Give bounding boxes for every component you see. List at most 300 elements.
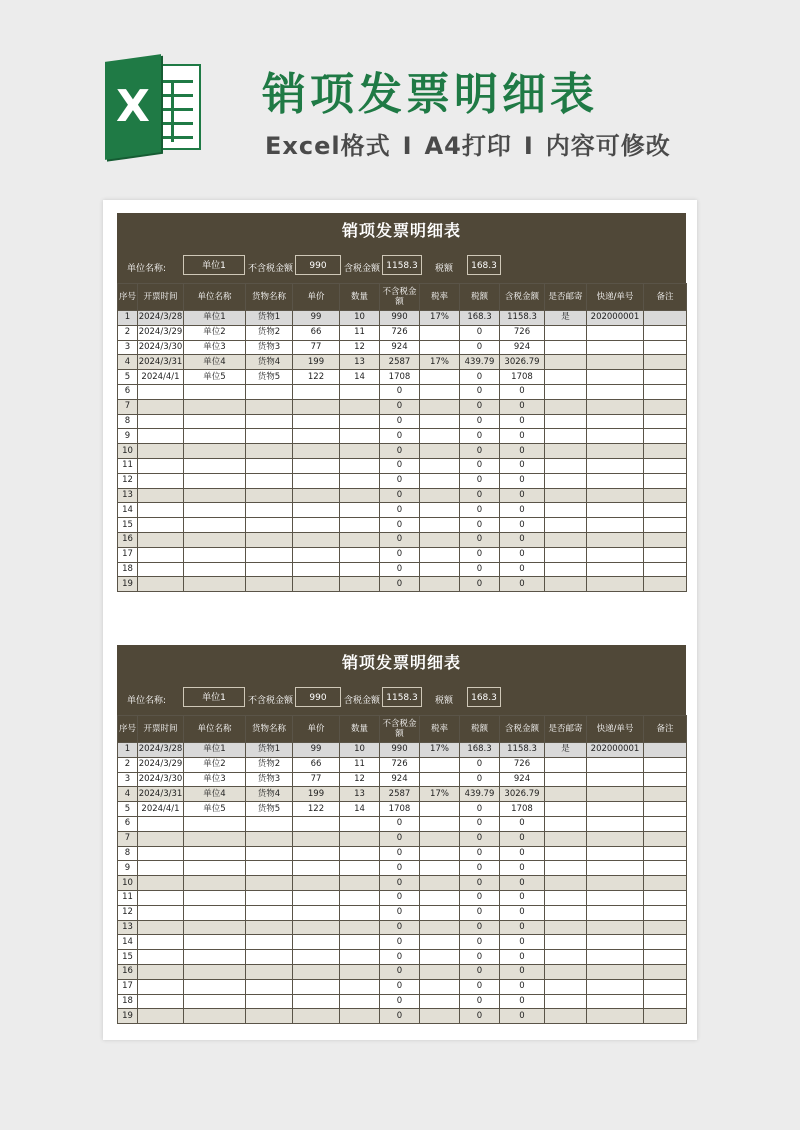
- cell-amount-excl-tax[interactable]: 0: [380, 444, 420, 459]
- cell-invoice-date[interactable]: [138, 950, 184, 965]
- cell-unit-name[interactable]: [184, 920, 246, 935]
- cell-amount-incl-tax[interactable]: 0: [500, 488, 545, 503]
- cell-amount-incl-tax[interactable]: 1158.3: [500, 311, 545, 326]
- cell-unit-price[interactable]: [293, 547, 340, 562]
- cell-tax-rate[interactable]: [420, 458, 460, 473]
- cell-goods-name[interactable]: [246, 577, 293, 592]
- cell-unit-name[interactable]: [184, 384, 246, 399]
- cell-amount-incl-tax[interactable]: 0: [500, 473, 545, 488]
- cell-tax-rate[interactable]: [420, 994, 460, 1009]
- cell-unit-name[interactable]: [184, 399, 246, 414]
- cell-mail-flag[interactable]: [545, 473, 587, 488]
- cell-invoice-date[interactable]: [138, 547, 184, 562]
- cell-amount-excl-tax[interactable]: 0: [380, 577, 420, 592]
- cell-seq[interactable]: 5: [118, 802, 138, 817]
- cell-remark[interactable]: [644, 355, 687, 370]
- cell-unit-name[interactable]: [184, 458, 246, 473]
- cell-amount-incl-tax[interactable]: 0: [500, 414, 545, 429]
- cell-tax-rate[interactable]: [420, 831, 460, 846]
- cell-amount-excl-tax[interactable]: 2587: [380, 787, 420, 802]
- cell-seq[interactable]: 16: [118, 964, 138, 979]
- cell-seq[interactable]: 18: [118, 562, 138, 577]
- cell-amount-excl-tax[interactable]: 0: [380, 964, 420, 979]
- cell-amount-incl-tax[interactable]: 0: [500, 950, 545, 965]
- cell-seq[interactable]: 2: [118, 325, 138, 340]
- cell-unit-price[interactable]: [293, 846, 340, 861]
- cell-remark[interactable]: [644, 577, 687, 592]
- unit-name-value[interactable]: 单位1: [183, 255, 245, 275]
- cell-remark[interactable]: [644, 532, 687, 547]
- cell-amount-excl-tax[interactable]: 2587: [380, 355, 420, 370]
- cell-quantity[interactable]: [340, 384, 380, 399]
- cell-unit-name[interactable]: 单位2: [184, 757, 246, 772]
- cell-invoice-date[interactable]: [138, 890, 184, 905]
- cell-tax-rate[interactable]: 17%: [420, 355, 460, 370]
- cell-goods-name[interactable]: [246, 816, 293, 831]
- cell-invoice-date[interactable]: 2024/3/31: [138, 787, 184, 802]
- cell-amount-incl-tax[interactable]: 0: [500, 846, 545, 861]
- cell-goods-name[interactable]: 货物5: [246, 370, 293, 385]
- cell-mail-flag[interactable]: [545, 831, 587, 846]
- cell-tax-amount[interactable]: 0: [460, 325, 500, 340]
- cell-remark[interactable]: [644, 518, 687, 533]
- cell-remark[interactable]: [644, 325, 687, 340]
- cell-unit-price[interactable]: 66: [293, 325, 340, 340]
- cell-amount-incl-tax[interactable]: 0: [500, 861, 545, 876]
- cell-amount-incl-tax[interactable]: 0: [500, 1009, 545, 1024]
- cell-amount-excl-tax[interactable]: 0: [380, 846, 420, 861]
- cell-amount-incl-tax[interactable]: 0: [500, 532, 545, 547]
- cell-amount-incl-tax[interactable]: 0: [500, 562, 545, 577]
- cell-quantity[interactable]: [340, 488, 380, 503]
- cell-unit-price[interactable]: 99: [293, 311, 340, 326]
- cell-tracking-number[interactable]: [587, 861, 644, 876]
- cell-mail-flag[interactable]: [545, 802, 587, 817]
- cell-remark[interactable]: [644, 890, 687, 905]
- cell-tax-amount[interactable]: 0: [460, 846, 500, 861]
- cell-amount-incl-tax[interactable]: 0: [500, 964, 545, 979]
- cell-tax-amount[interactable]: 0: [460, 831, 500, 846]
- cell-remark[interactable]: [644, 964, 687, 979]
- cell-amount-incl-tax[interactable]: 0: [500, 905, 545, 920]
- cell-unit-name[interactable]: 单位4: [184, 355, 246, 370]
- cell-remark[interactable]: [644, 384, 687, 399]
- cell-unit-price[interactable]: [293, 831, 340, 846]
- cell-goods-name[interactable]: [246, 994, 293, 1009]
- cell-mail-flag[interactable]: [545, 547, 587, 562]
- cell-invoice-date[interactable]: [138, 429, 184, 444]
- cell-seq[interactable]: 12: [118, 905, 138, 920]
- cell-amount-excl-tax[interactable]: 726: [380, 757, 420, 772]
- cell-mail-flag[interactable]: [545, 355, 587, 370]
- cell-goods-name[interactable]: [246, 399, 293, 414]
- cell-quantity[interactable]: [340, 979, 380, 994]
- cell-seq[interactable]: 13: [118, 488, 138, 503]
- cell-amount-excl-tax[interactable]: 0: [380, 1009, 420, 1024]
- cell-unit-price[interactable]: 122: [293, 802, 340, 817]
- cell-goods-name[interactable]: [246, 562, 293, 577]
- cell-seq[interactable]: 7: [118, 399, 138, 414]
- cell-unit-price[interactable]: [293, 964, 340, 979]
- cell-amount-incl-tax[interactable]: 924: [500, 340, 545, 355]
- cell-amount-excl-tax[interactable]: 0: [380, 532, 420, 547]
- cell-amount-incl-tax[interactable]: 0: [500, 384, 545, 399]
- unit-name-value[interactable]: 单位1: [183, 687, 245, 707]
- cell-tax-rate[interactable]: [420, 1009, 460, 1024]
- cell-goods-name[interactable]: [246, 890, 293, 905]
- cell-unit-name[interactable]: [184, 950, 246, 965]
- cell-tax-rate[interactable]: [420, 325, 460, 340]
- cell-unit-price[interactable]: [293, 518, 340, 533]
- cell-amount-excl-tax[interactable]: 924: [380, 340, 420, 355]
- cell-unit-name[interactable]: [184, 414, 246, 429]
- cell-tracking-number[interactable]: [587, 429, 644, 444]
- cell-tracking-number[interactable]: [587, 547, 644, 562]
- cell-amount-excl-tax[interactable]: 924: [380, 772, 420, 787]
- cell-unit-name[interactable]: 单位1: [184, 743, 246, 758]
- cell-unit-price[interactable]: [293, 577, 340, 592]
- cell-remark[interactable]: [644, 503, 687, 518]
- cell-tracking-number[interactable]: [587, 370, 644, 385]
- cell-tax-rate[interactable]: [420, 935, 460, 950]
- cell-goods-name[interactable]: 货物2: [246, 325, 293, 340]
- cell-quantity[interactable]: 13: [340, 355, 380, 370]
- cell-amount-excl-tax[interactable]: 0: [380, 547, 420, 562]
- cell-remark[interactable]: [644, 831, 687, 846]
- cell-amount-incl-tax[interactable]: 726: [500, 325, 545, 340]
- cell-seq[interactable]: 16: [118, 532, 138, 547]
- cell-unit-name[interactable]: 单位3: [184, 340, 246, 355]
- cell-tax-amount[interactable]: 0: [460, 950, 500, 965]
- cell-mail-flag[interactable]: [545, 920, 587, 935]
- cell-quantity[interactable]: [340, 414, 380, 429]
- cell-invoice-date[interactable]: [138, 861, 184, 876]
- cell-tax-amount[interactable]: 0: [460, 414, 500, 429]
- cell-quantity[interactable]: 10: [340, 743, 380, 758]
- cell-tax-rate[interactable]: [420, 772, 460, 787]
- cell-remark[interactable]: [644, 414, 687, 429]
- cell-tracking-number[interactable]: [587, 532, 644, 547]
- cell-amount-excl-tax[interactable]: 0: [380, 994, 420, 1009]
- cell-amount-excl-tax[interactable]: 0: [380, 458, 420, 473]
- cell-unit-price[interactable]: 122: [293, 370, 340, 385]
- cell-tax-rate[interactable]: 17%: [420, 311, 460, 326]
- cell-invoice-date[interactable]: [138, 964, 184, 979]
- cell-amount-excl-tax[interactable]: 990: [380, 311, 420, 326]
- cell-invoice-date[interactable]: [138, 876, 184, 891]
- cell-amount-incl-tax[interactable]: 0: [500, 399, 545, 414]
- cell-amount-incl-tax[interactable]: 0: [500, 890, 545, 905]
- cell-mail-flag[interactable]: [545, 518, 587, 533]
- cell-unit-price[interactable]: [293, 1009, 340, 1024]
- cell-amount-excl-tax[interactable]: 0: [380, 488, 420, 503]
- cell-tax-rate[interactable]: 17%: [420, 743, 460, 758]
- cell-seq[interactable]: 6: [118, 816, 138, 831]
- cell-invoice-date[interactable]: [138, 979, 184, 994]
- cell-tax-amount[interactable]: 0: [460, 562, 500, 577]
- cell-mail-flag[interactable]: [545, 562, 587, 577]
- cell-amount-excl-tax[interactable]: 0: [380, 890, 420, 905]
- cell-tax-amount[interactable]: 0: [460, 473, 500, 488]
- cell-mail-flag[interactable]: [545, 772, 587, 787]
- cell-goods-name[interactable]: 货物4: [246, 787, 293, 802]
- cell-amount-incl-tax[interactable]: 0: [500, 994, 545, 1009]
- cell-tracking-number[interactable]: [587, 772, 644, 787]
- cell-remark[interactable]: [644, 562, 687, 577]
- cell-unit-price[interactable]: [293, 399, 340, 414]
- cell-seq[interactable]: 19: [118, 1009, 138, 1024]
- cell-tax-amount[interactable]: 0: [460, 340, 500, 355]
- cell-amount-incl-tax[interactable]: 0: [500, 518, 545, 533]
- cell-quantity[interactable]: [340, 444, 380, 459]
- cell-tracking-number[interactable]: [587, 355, 644, 370]
- cell-tax-rate[interactable]: [420, 802, 460, 817]
- cell-goods-name[interactable]: 货物5: [246, 802, 293, 817]
- cell-quantity[interactable]: 10: [340, 311, 380, 326]
- cell-seq[interactable]: 14: [118, 935, 138, 950]
- cell-tracking-number[interactable]: 202000001: [587, 743, 644, 758]
- cell-seq[interactable]: 8: [118, 846, 138, 861]
- cell-mail-flag[interactable]: [545, 950, 587, 965]
- cell-amount-excl-tax[interactable]: 0: [380, 399, 420, 414]
- cell-goods-name[interactable]: 货物3: [246, 340, 293, 355]
- cell-amount-excl-tax[interactable]: 726: [380, 325, 420, 340]
- cell-remark[interactable]: [644, 876, 687, 891]
- cell-goods-name[interactable]: 货物4: [246, 355, 293, 370]
- cell-unit-price[interactable]: [293, 503, 340, 518]
- cell-seq[interactable]: 1: [118, 311, 138, 326]
- cell-seq[interactable]: 1: [118, 743, 138, 758]
- cell-seq[interactable]: 18: [118, 994, 138, 1009]
- cell-amount-incl-tax[interactable]: 0: [500, 429, 545, 444]
- cell-seq[interactable]: 17: [118, 547, 138, 562]
- cell-tax-amount[interactable]: 168.3: [460, 743, 500, 758]
- cell-mail-flag[interactable]: [545, 458, 587, 473]
- cell-tax-amount[interactable]: 0: [460, 370, 500, 385]
- cell-amount-excl-tax[interactable]: 0: [380, 473, 420, 488]
- cell-tracking-number[interactable]: [587, 562, 644, 577]
- cell-tax-amount[interactable]: 0: [460, 964, 500, 979]
- cell-amount-excl-tax[interactable]: 0: [380, 979, 420, 994]
- cell-seq[interactable]: 13: [118, 920, 138, 935]
- cell-tax-amount[interactable]: 0: [460, 905, 500, 920]
- cell-tax-amount[interactable]: 439.79: [460, 355, 500, 370]
- cell-unit-price[interactable]: [293, 816, 340, 831]
- cell-remark[interactable]: [644, 370, 687, 385]
- cell-amount-excl-tax[interactable]: 0: [380, 950, 420, 965]
- cell-remark[interactable]: [644, 935, 687, 950]
- cell-invoice-date[interactable]: [138, 905, 184, 920]
- cell-mail-flag[interactable]: [545, 429, 587, 444]
- cell-unit-price[interactable]: [293, 861, 340, 876]
- cell-unit-price[interactable]: [293, 414, 340, 429]
- cell-invoice-date[interactable]: [138, 503, 184, 518]
- cell-goods-name[interactable]: [246, 458, 293, 473]
- cell-remark[interactable]: [644, 994, 687, 1009]
- cell-tax-rate[interactable]: [420, 979, 460, 994]
- cell-amount-excl-tax[interactable]: 0: [380, 503, 420, 518]
- cell-tracking-number[interactable]: [587, 994, 644, 1009]
- cell-tax-amount[interactable]: 0: [460, 994, 500, 1009]
- cell-goods-name[interactable]: [246, 473, 293, 488]
- cell-tracking-number[interactable]: [587, 905, 644, 920]
- cell-goods-name[interactable]: [246, 414, 293, 429]
- cell-remark[interactable]: [644, 920, 687, 935]
- cell-amount-excl-tax[interactable]: 0: [380, 831, 420, 846]
- cell-invoice-date[interactable]: 2024/3/28: [138, 743, 184, 758]
- cell-seq[interactable]: 4: [118, 787, 138, 802]
- cell-unit-price[interactable]: 199: [293, 787, 340, 802]
- cell-mail-flag[interactable]: [545, 979, 587, 994]
- cell-invoice-date[interactable]: [138, 488, 184, 503]
- cell-remark[interactable]: [644, 743, 687, 758]
- cell-goods-name[interactable]: 货物2: [246, 757, 293, 772]
- cell-unit-name[interactable]: [184, 473, 246, 488]
- cell-amount-incl-tax[interactable]: 0: [500, 503, 545, 518]
- cell-amount-excl-tax[interactable]: 0: [380, 518, 420, 533]
- cell-unit-price[interactable]: [293, 876, 340, 891]
- cell-tracking-number[interactable]: [587, 757, 644, 772]
- cell-remark[interactable]: [644, 757, 687, 772]
- cell-quantity[interactable]: [340, 1009, 380, 1024]
- tax-amount-value[interactable]: 168.3: [467, 255, 501, 275]
- cell-unit-name[interactable]: [184, 831, 246, 846]
- cell-unit-name[interactable]: [184, 876, 246, 891]
- cell-mail-flag[interactable]: [545, 964, 587, 979]
- cell-quantity[interactable]: [340, 429, 380, 444]
- cell-tracking-number[interactable]: [587, 920, 644, 935]
- cell-tax-amount[interactable]: 0: [460, 577, 500, 592]
- cell-quantity[interactable]: [340, 532, 380, 547]
- cell-mail-flag[interactable]: [545, 384, 587, 399]
- cell-tax-rate[interactable]: [420, 414, 460, 429]
- cell-tracking-number[interactable]: [587, 816, 644, 831]
- cell-tax-rate[interactable]: [420, 532, 460, 547]
- cell-tax-amount[interactable]: 0: [460, 429, 500, 444]
- cell-remark[interactable]: [644, 861, 687, 876]
- cell-mail-flag[interactable]: [545, 787, 587, 802]
- cell-tax-rate[interactable]: [420, 757, 460, 772]
- cell-quantity[interactable]: [340, 577, 380, 592]
- cell-seq[interactable]: 19: [118, 577, 138, 592]
- cell-tracking-number[interactable]: [587, 384, 644, 399]
- cell-seq[interactable]: 3: [118, 772, 138, 787]
- cell-invoice-date[interactable]: [138, 1009, 184, 1024]
- cell-tax-rate[interactable]: [420, 920, 460, 935]
- cell-tax-amount[interactable]: 168.3: [460, 311, 500, 326]
- cell-quantity[interactable]: 12: [340, 772, 380, 787]
- cell-mail-flag[interactable]: [545, 577, 587, 592]
- cell-tax-rate[interactable]: [420, 429, 460, 444]
- cell-seq[interactable]: 8: [118, 414, 138, 429]
- cell-invoice-date[interactable]: [138, 414, 184, 429]
- cell-amount-incl-tax[interactable]: 0: [500, 935, 545, 950]
- cell-remark[interactable]: [644, 1009, 687, 1024]
- cell-tracking-number[interactable]: [587, 1009, 644, 1024]
- cell-tracking-number[interactable]: [587, 414, 644, 429]
- cell-unit-name[interactable]: [184, 994, 246, 1009]
- cell-amount-excl-tax[interactable]: 0: [380, 384, 420, 399]
- cell-unit-price[interactable]: [293, 905, 340, 920]
- cell-unit-name[interactable]: [184, 861, 246, 876]
- cell-goods-name[interactable]: [246, 532, 293, 547]
- cell-quantity[interactable]: [340, 547, 380, 562]
- cell-amount-incl-tax[interactable]: 3026.79: [500, 787, 545, 802]
- cell-amount-incl-tax[interactable]: 924: [500, 772, 545, 787]
- cell-amount-incl-tax[interactable]: 1708: [500, 802, 545, 817]
- cell-quantity[interactable]: [340, 994, 380, 1009]
- cell-seq[interactable]: 10: [118, 876, 138, 891]
- cell-seq[interactable]: 5: [118, 370, 138, 385]
- cell-amount-incl-tax[interactable]: 0: [500, 547, 545, 562]
- cell-tax-amount[interactable]: 0: [460, 503, 500, 518]
- cell-unit-name[interactable]: [184, 444, 246, 459]
- cell-unit-name[interactable]: [184, 816, 246, 831]
- cell-quantity[interactable]: [340, 503, 380, 518]
- cell-tax-rate[interactable]: [420, 861, 460, 876]
- cell-goods-name[interactable]: [246, 861, 293, 876]
- cell-tracking-number[interactable]: [587, 846, 644, 861]
- cell-amount-incl-tax[interactable]: 1708: [500, 370, 545, 385]
- cell-seq[interactable]: 11: [118, 458, 138, 473]
- cell-tracking-number[interactable]: [587, 340, 644, 355]
- cell-amount-excl-tax[interactable]: 0: [380, 935, 420, 950]
- cell-goods-name[interactable]: [246, 979, 293, 994]
- cell-quantity[interactable]: [340, 876, 380, 891]
- cell-goods-name[interactable]: [246, 547, 293, 562]
- cell-quantity[interactable]: [340, 816, 380, 831]
- cell-amount-incl-tax[interactable]: 0: [500, 876, 545, 891]
- cell-amount-excl-tax[interactable]: 0: [380, 876, 420, 891]
- cell-unit-name[interactable]: [184, 429, 246, 444]
- cell-mail-flag[interactable]: [545, 994, 587, 1009]
- cell-seq[interactable]: 15: [118, 518, 138, 533]
- cell-tracking-number[interactable]: [587, 325, 644, 340]
- incl-tax-value[interactable]: 1158.3: [382, 255, 422, 275]
- cell-tracking-number[interactable]: [587, 458, 644, 473]
- cell-amount-excl-tax[interactable]: 0: [380, 414, 420, 429]
- cell-invoice-date[interactable]: [138, 532, 184, 547]
- cell-remark[interactable]: [644, 444, 687, 459]
- cell-invoice-date[interactable]: [138, 384, 184, 399]
- cell-mail-flag[interactable]: [545, 399, 587, 414]
- cell-tax-rate[interactable]: [420, 384, 460, 399]
- cell-goods-name[interactable]: [246, 905, 293, 920]
- cell-goods-name[interactable]: 货物3: [246, 772, 293, 787]
- cell-unit-name[interactable]: [184, 846, 246, 861]
- cell-tracking-number[interactable]: [587, 488, 644, 503]
- cell-tax-rate[interactable]: [420, 577, 460, 592]
- cell-remark[interactable]: [644, 979, 687, 994]
- cell-seq[interactable]: 2: [118, 757, 138, 772]
- cell-unit-price[interactable]: [293, 458, 340, 473]
- cell-tax-rate[interactable]: [420, 370, 460, 385]
- cell-invoice-date[interactable]: [138, 831, 184, 846]
- cell-quantity[interactable]: 11: [340, 757, 380, 772]
- cell-unit-price[interactable]: [293, 920, 340, 935]
- cell-invoice-date[interactable]: 2024/3/31: [138, 355, 184, 370]
- cell-goods-name[interactable]: [246, 488, 293, 503]
- cell-quantity[interactable]: [340, 458, 380, 473]
- cell-unit-price[interactable]: 99: [293, 743, 340, 758]
- cell-quantity[interactable]: [340, 920, 380, 935]
- cell-amount-excl-tax[interactable]: 0: [380, 562, 420, 577]
- cell-quantity[interactable]: [340, 935, 380, 950]
- cell-tax-rate[interactable]: [420, 473, 460, 488]
- cell-unit-price[interactable]: [293, 979, 340, 994]
- cell-unit-name[interactable]: [184, 1009, 246, 1024]
- cell-seq[interactable]: 10: [118, 444, 138, 459]
